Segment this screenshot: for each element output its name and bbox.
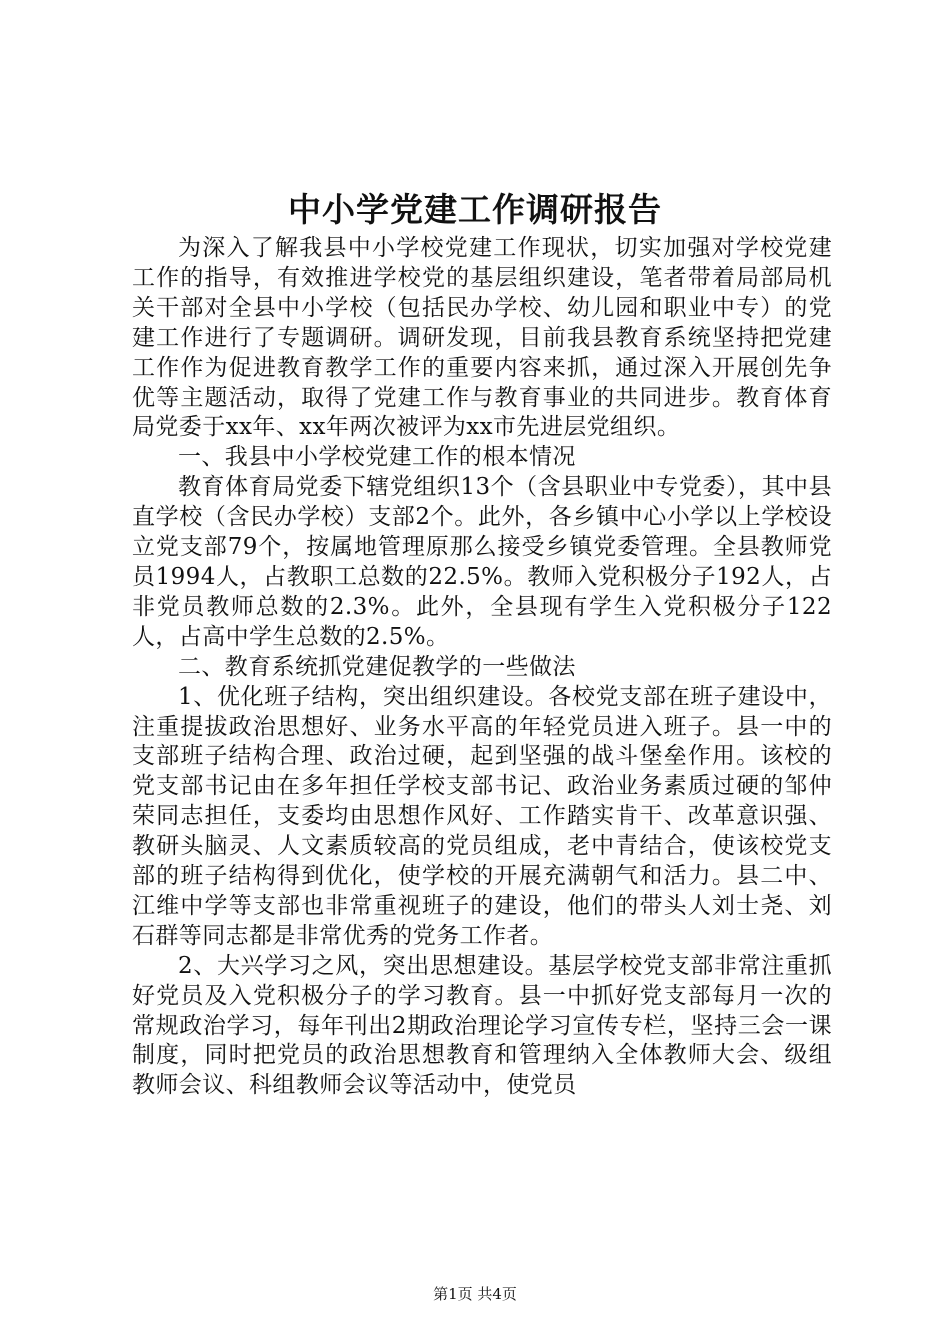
item-2-paragraph: 2、大兴学习之风，突出思想建设。基层学校党支部非常注重抓好党员及入党积极分子的学习教育。县一中抓好党支部每月一次的常规政治学习，每年刊出2期政治理论学习宣传专栏，坚持三会一课制度，同时把党员的政治思想教育和管理纳入全体教师大会、级组教师会议、科组教师会议等活动中，使党员: [132, 952, 832, 1099]
page-footer: 第1页 共4页: [433, 1285, 517, 1303]
item-1-paragraph: 1、优化班子结构，突出组织建设。各校党支部在班子建设中，注重提拔政治思想好、业务水平高的年轻党员进入班子。县一中的支部班子结构合理、政治过硬，起到坚强的战斗堡垒作用。该校的党支部书记由在多年担任学校支部书记、政治业务素质过硬的邹仲荣同志担任，支委均由思想作风好、工作踏实肯干、改革意识强、教研头脑灵、人文素质较高的党员组成，老中青结合，使该校党支部的班子结构得到优化，使学校的开展充满朝气和活力。县二中、江维中学等支部也非常重视班子的建设，他们的带头人刘士尧、刘石群等同志都是非常优秀的党务工作者。: [132, 683, 832, 949]
intro-paragraph: 为深入了解我县中小学校党建工作现状，切实加强对学校党建工作的指导，有效推进学校党的基层组织建设，笔者带着局部局机关干部对全县中小学校（包括民办学校、幼儿园和职业中专）的党建工作进行了专题调研。调研发现，目前我县教育系统坚持把党建工作作为促进教育教学工作的重要内容来抓，通过深入开展创先争优等主题活动，取得了党建工作与教育事业的共同进步。教育体育局党委于xx年、xx年两次被评为xx市先进层党组织。: [132, 235, 832, 441]
section-heading-2: 二、教育系统抓党建促教学的一些做法: [178, 653, 576, 680]
section-1-paragraph: 教育体育局党委下辖党组织13个（含县职业中专党委），其中县直学校（含民办学校）支部2个。此外，各乡镇中心小学以上学校设立党支部79个，按属地管理原那么接受乡镇党委管理。全县教师党员1994人，占教职工总数的22.5%。教师入党积极分子192人，占非党员教师总数的2.3%。此外，全县现有学生入党积极分子122人，占高中学生总数的2.5%。: [132, 474, 832, 650]
section-heading-1: 一、我县中小学校党建工作的根本情况: [178, 444, 576, 471]
document-body: [132, 234, 832, 1101]
document-title: 中小学党建工作调研报告: [288, 190, 662, 229]
